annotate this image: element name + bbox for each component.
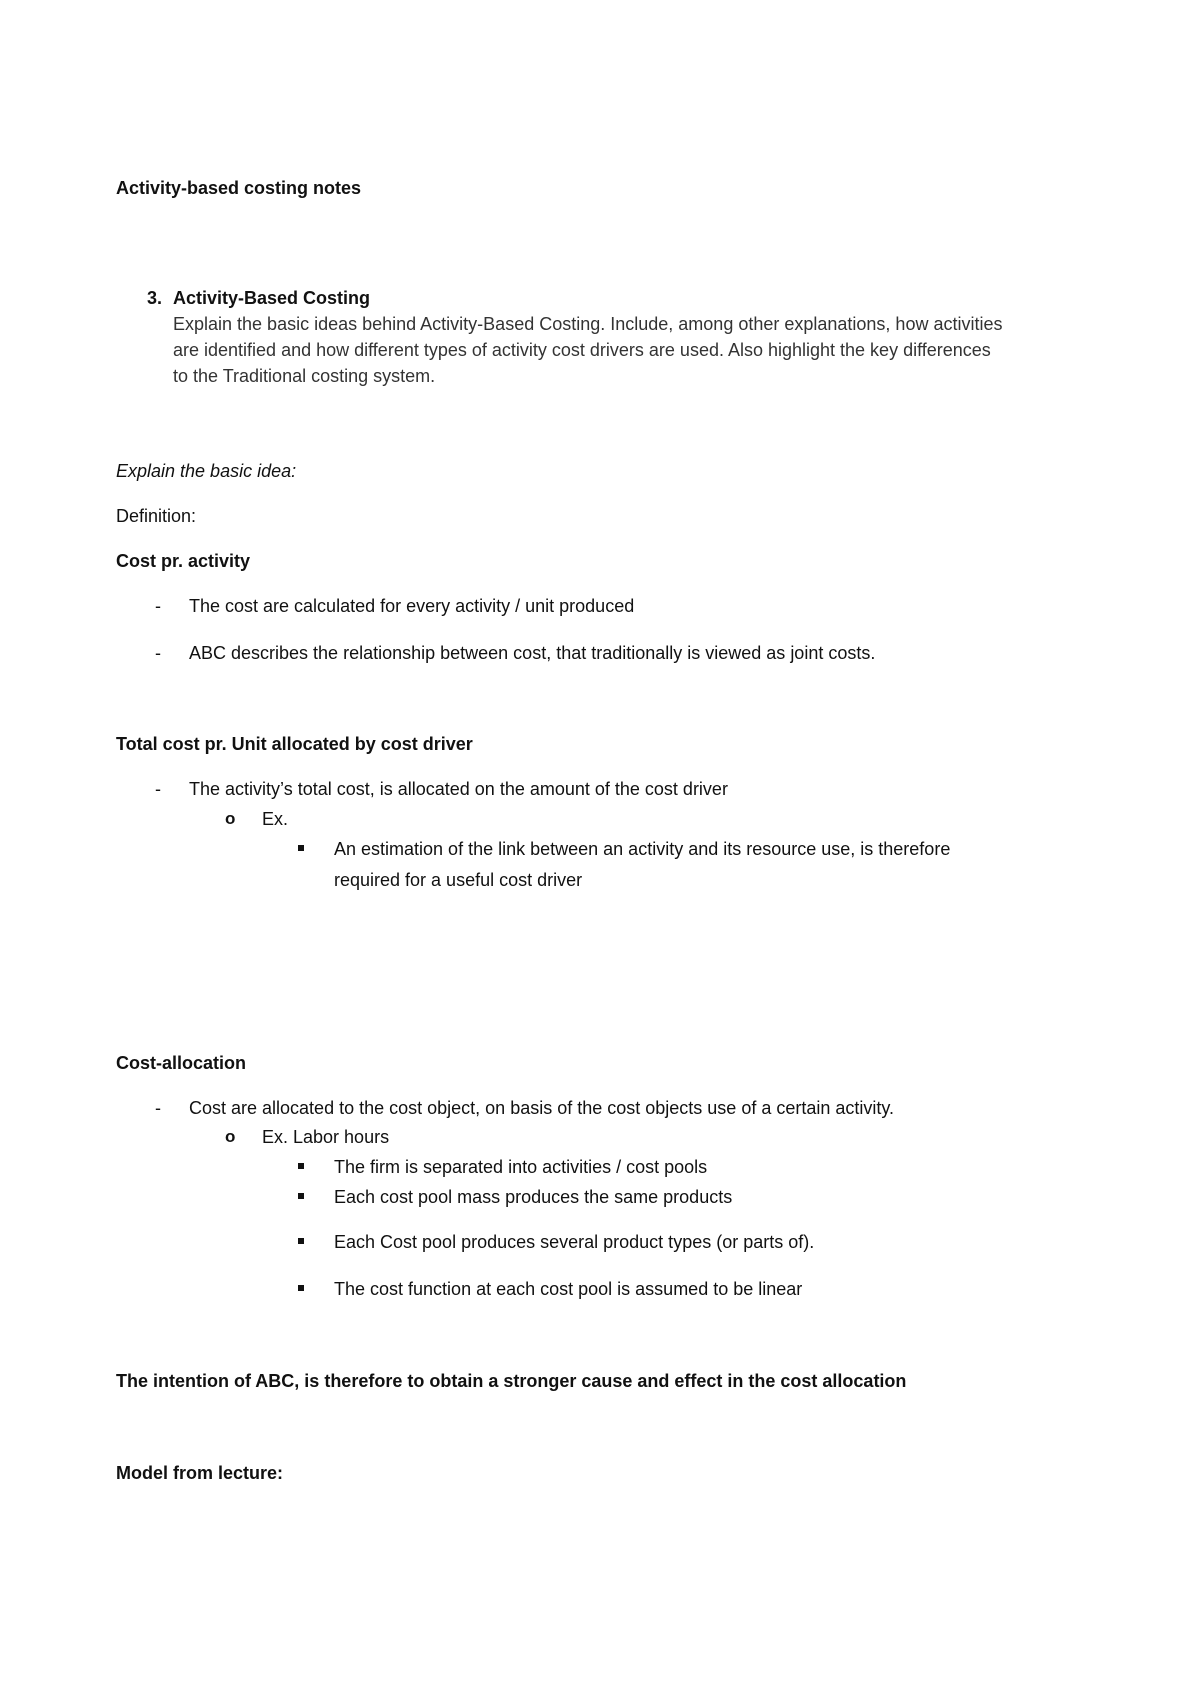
intention-statement: The intention of ABC, is therefore to obtain a stronger cause and effect in the cost allocation (116, 1371, 907, 1391)
question-heading: Activity-Based Costing (173, 288, 371, 308)
square-bullet-icon (298, 845, 304, 851)
model-heading: Model from lecture: (116, 1463, 284, 1483)
list-subitem: Ex. Labor hours (262, 1127, 390, 1147)
dash-bullet: - (155, 779, 161, 799)
explain-heading: Explain the basic idea: (116, 461, 297, 481)
dash-bullet: - (155, 1098, 161, 1118)
list-item: Cost are allocated to the cost object, on basis of the cost objects use of a certain activity. (189, 1098, 895, 1118)
question-line: are identified and how different types of activity cost drivers are used. Also highlight the key differences (173, 340, 991, 360)
list-item: The activity’s total cost, is allocated on the amount of the cost driver (189, 779, 728, 799)
list-subsubitem: The firm is separated into activities / cost pools (334, 1157, 708, 1177)
question-line: to the Traditional costing system. (173, 366, 436, 386)
list-subsubitem-continued: required for a useful cost driver (334, 870, 583, 890)
definition-heading: Definition: (116, 506, 197, 526)
circle-bullet: o (225, 1127, 236, 1146)
list-subsubitem: The cost function at each cost pool is assumed to be linear (334, 1279, 803, 1299)
question-number: 3. (147, 288, 163, 308)
dash-bullet: - (155, 596, 161, 616)
square-bullet-icon (298, 1193, 304, 1199)
square-bullet-icon (298, 1163, 304, 1169)
square-bullet-icon (298, 1285, 304, 1291)
circle-bullet: o (225, 809, 236, 828)
list-subsubitem: Each cost pool mass produces the same products (334, 1187, 733, 1207)
question-line: Explain the basic ideas behind Activity-Based Costing. Include, among other explanations, how activities (173, 314, 1003, 334)
list-subsubitem: An estimation of the link between an activity and its resource use, is therefore (334, 839, 951, 859)
total-cost-heading: Total cost pr. Unit allocated by cost driver (116, 734, 473, 754)
list-subitem: Ex. (262, 809, 289, 829)
list-subsubitem: Each Cost pool produces several product types (or parts of). (334, 1232, 815, 1252)
cost-per-activity-heading: Cost pr. activity (116, 551, 251, 571)
cost-allocation-heading: Cost-allocation (116, 1053, 247, 1073)
page-title: Activity-based costing notes (116, 178, 362, 198)
list-item: The cost are calculated for every activity / unit produced (189, 596, 635, 616)
list-item: ABC describes the relationship between cost, that traditionally is viewed as joint costs. (189, 643, 876, 663)
dash-bullet: - (155, 643, 161, 663)
square-bullet-icon (298, 1238, 304, 1244)
